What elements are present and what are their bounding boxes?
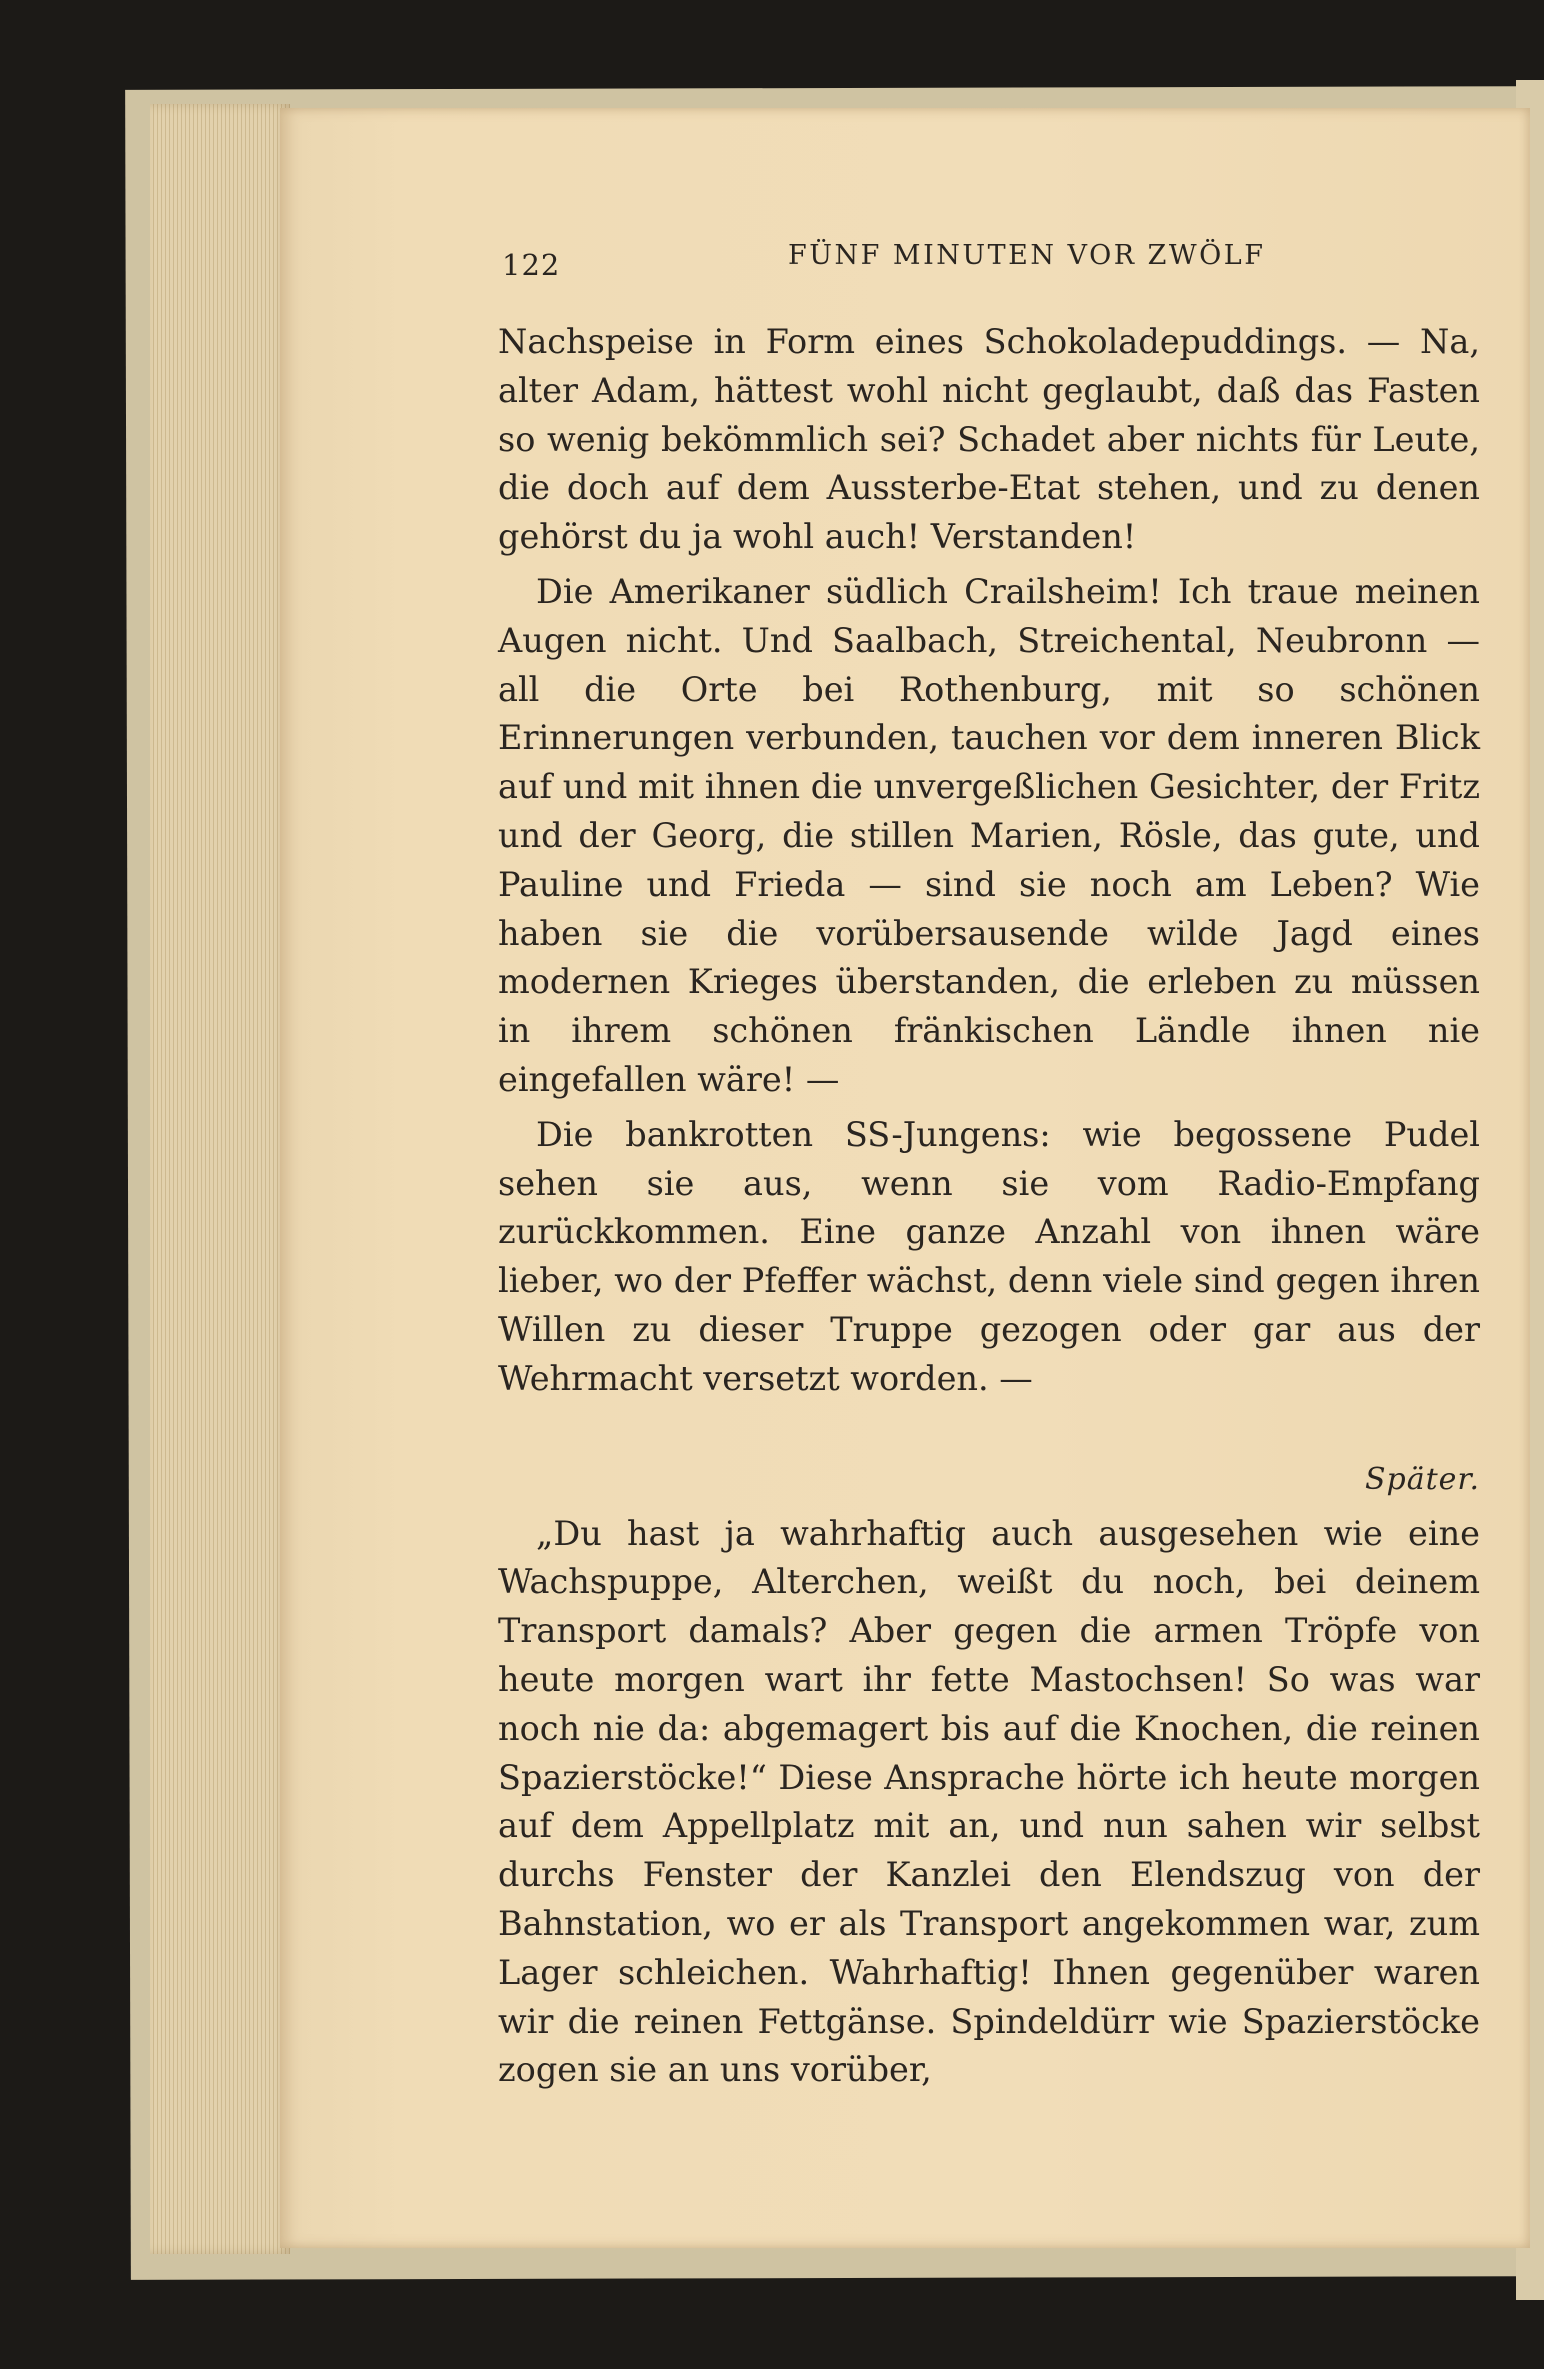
page-text-block [498,226,1480,2095]
body-text [498,318,1480,2095]
running-head [498,226,1480,286]
section-label: Später. [1364,1461,1480,1497]
running-head-title: FÜNF MINUTEN VOR ZWÖLF [788,240,1266,271]
page-number: 122 [502,248,561,282]
paragraph: „Du hast ja wahrhaftig auch ausgesehen wie eine Wachspuppe, Alterchen, weißt du noch, bei deinem Transport damals? Aber gegen die armen Tröpfe von heute morgen wart ihr fette Mastochsen! So was war noch nie da: abgemagert bis auf die Knochen, die reinen Spazierstöcke!“ Diese Ansprache hörte ich heute morgen auf dem Appellplatz mit an, und nun sahen wir selbst durchs Fenster der Kanzlei den Elendszug von der Bahnstation, wo er als Transport angekommen war, zum Lager schleichen. Wahrhaftig! Ihnen gegenüber waren wir die reinen Fettgänse. Spindeldürr wie Spazierstöcke zogen sie an uns vorüber, [498,1513,1480,2090]
paragraph: Die Amerikaner südlich Crailsheim! Ich traue meinen Augen nicht. Und Saalbach, Streichental, Neubronn — all die Orte bei Rothenburg, mit so schönen Erinnerungen verbunden, tauchen vor dem inneren Blick auf und mit ihnen die unvergeßlichen Gesichter, der Fritz und der Georg, die stillen Marien, Rösle, das gute, und Pauline und Frieda — sind sie noch am Leben? Wie haben sie die vorübersausende wilde Jagd eines modernen Krieges überstanden, die erleben zu müssen in ihrem schönen fränkischen Ländle ihnen nie eingefallen wäre! — [498,571,1480,1099]
section-break [498,1404,1480,1456]
paragraph: Nachspeise in Form eines Schokoladepuddings. — Na, alter Adam, hättest wohl nicht geglaubt, daß das Fasten so wenig bekömmlich sei? Schadet aber nichts für Leute, die doch auf dem Aussterbe-Etat stehen, und zu denen gehörst du ja wohl auch! Verstanden! [498,322,1480,557]
paragraph: Die bankrotten SS-Jungens: wie begossene Pudel sehen sie aus, wenn sie vom Radio-Empfang zurückkommen. Eine ganze Anzahl von ihnen wäre lieber, wo der Pfeffer wächst, denn viele sind gegen ihren Willen zu dieser Truppe gezogen oder gar aus der Wehrmacht versetzt worden. — [498,1114,1480,1398]
page-block-edges [150,104,290,2254]
